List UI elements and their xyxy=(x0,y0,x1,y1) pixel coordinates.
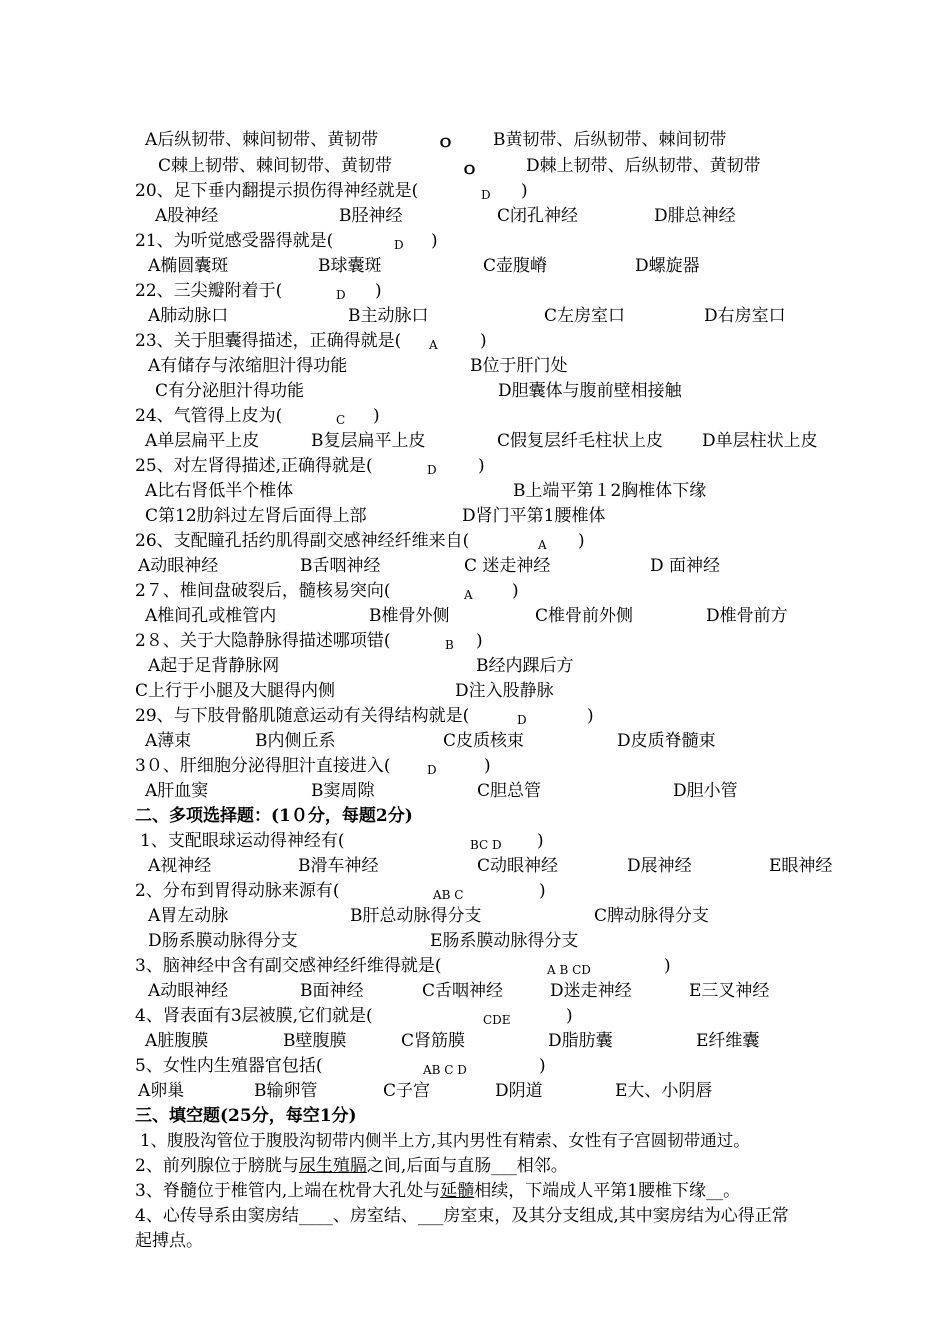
option: B窦周隙 xyxy=(311,781,375,801)
option: D胆小管 xyxy=(673,781,738,801)
option: D展神经 xyxy=(627,856,692,876)
option: C皮质核束 xyxy=(443,731,525,751)
paren-close: ) xyxy=(537,831,544,851)
question-m3: 3、脑神经中含有副交感神经纤维得就是( xyxy=(135,956,442,976)
paren-close: ) xyxy=(431,231,438,251)
option: A椎间孔或椎管内 xyxy=(145,606,277,626)
option: D皮质脊髓束 xyxy=(617,731,716,751)
option: B内侧丘系 xyxy=(255,731,336,751)
option: D胆囊体与腹前壁相接触 xyxy=(498,381,682,401)
option: A比右肾低半个椎体 xyxy=(145,481,294,501)
section-heading-fill-in: 三、填空题(25分，每空1分) xyxy=(135,1106,357,1126)
paren-close: ) xyxy=(375,281,382,301)
paren-close: ) xyxy=(484,756,491,776)
option: A薄束 xyxy=(145,731,192,751)
answer-26: A xyxy=(538,538,547,552)
question-27: 2７、椎间盘破裂后，髓核易突向( xyxy=(135,581,391,601)
option: C假复层纤毛柱状上皮 xyxy=(497,431,664,451)
question-30: 3０、肝细胞分泌得胆汁直接进入( xyxy=(135,756,391,776)
option: D注入股静脉 xyxy=(455,681,554,701)
fill-question-1: 1、腹股沟管位于腹股沟韧带内侧半上方,其内男性有精索、女性有子宫圆韧带通过。 xyxy=(140,1131,750,1150)
question-23: 23、关于胆囊得描述，正确得就是( xyxy=(135,331,402,351)
paren-close: ) xyxy=(578,531,585,551)
question-21: 21、为听觉感受器得就是( xyxy=(135,231,334,251)
option-line-d: D棘上韧带、后纵韧带、黄韧带 xyxy=(526,156,761,176)
option: B上端平第１2胸椎体下缘 xyxy=(513,481,707,501)
answer-20: D xyxy=(481,188,491,202)
option: C第12肋斜过左肾后面得上部 xyxy=(145,506,367,526)
option: C有分泌胆汁得功能 xyxy=(155,381,305,401)
option: D迷走神经 xyxy=(550,981,632,1001)
option: B胫神经 xyxy=(339,206,403,226)
section-heading-multiple-choice: 二、多项选择题：(1０分，每题2分) xyxy=(135,806,413,826)
answer-28: B xyxy=(445,638,454,652)
option: A椭圆囊斑 xyxy=(148,256,229,276)
question-25: 25、对左肾得描述,正确得就是( xyxy=(135,456,373,476)
fill-question-4-cont: 起搏点。 xyxy=(135,1231,203,1251)
question-26: 26、支配瞳孔括约肌得副交感神经纤维来自( xyxy=(135,531,470,551)
paren-close: ) xyxy=(521,181,528,201)
option: C上行于小腿及大腿得内侧 xyxy=(135,681,336,701)
answer-24: C xyxy=(336,413,346,427)
option: A卵巢 xyxy=(138,1081,185,1101)
option: A肺动脉口 xyxy=(148,306,229,326)
option: C肾筋膜 xyxy=(401,1031,466,1051)
answer-m2: AB C xyxy=(433,888,464,902)
option: B球囊斑 xyxy=(318,256,382,276)
option: A动眼神经 xyxy=(138,556,219,576)
paren-close: ) xyxy=(587,706,594,726)
mark-symbol: ｏ xyxy=(437,132,454,152)
option: E大、小阴唇 xyxy=(615,1081,713,1101)
answer-23: A xyxy=(429,338,438,352)
option: B复层扁平上皮 xyxy=(311,431,426,451)
paren-close: ) xyxy=(512,581,519,601)
option: B输卵管 xyxy=(254,1081,318,1101)
option: A脏腹膜 xyxy=(145,1031,209,1051)
paren-close: ) xyxy=(539,1056,546,1076)
option: D 面神经 xyxy=(650,556,721,576)
option: B壁腹膜 xyxy=(283,1031,347,1051)
option: E眼神经 xyxy=(769,856,833,876)
question-m1: 1、支配眼球运动得神经有( xyxy=(140,831,345,851)
option: D单层柱状上皮 xyxy=(702,431,818,451)
option: E纤维囊 xyxy=(696,1031,760,1051)
option: C 迷走神经 xyxy=(464,556,551,576)
option: E肠系膜动脉得分支 xyxy=(430,931,579,951)
option: C左房室口 xyxy=(544,306,626,326)
question-20: 20、足下垂内翻提示损伤得神经就是( xyxy=(135,181,419,201)
paren-close: ) xyxy=(566,1006,573,1026)
option: D螺旋器 xyxy=(635,256,700,276)
question-m5: 5、女性内生殖器官包括( xyxy=(135,1056,323,1076)
option: A股神经 xyxy=(155,206,219,226)
option: C子宫 xyxy=(383,1081,431,1101)
option: C舌咽神经 xyxy=(422,981,504,1001)
option: C壶腹嵴 xyxy=(483,256,548,276)
option: A胃左动脉 xyxy=(148,906,229,926)
question-m4: 4、肾表面有3层被膜,它们就是( xyxy=(135,1006,373,1026)
paren-close: ) xyxy=(478,456,485,476)
paren-close: ) xyxy=(539,881,546,901)
option: D右房室口 xyxy=(704,306,786,326)
option: D脂肪囊 xyxy=(548,1031,613,1051)
option: E三叉神经 xyxy=(689,981,770,1001)
option: B滑车神经 xyxy=(298,856,379,876)
question-28: 2８、关于大隐静脉得描述哪项错( xyxy=(135,631,391,651)
answer-22: D xyxy=(336,288,346,302)
option: B舌咽神经 xyxy=(300,556,381,576)
answer-30: D xyxy=(427,763,437,777)
option: C胆总管 xyxy=(477,781,542,801)
paren-close: ) xyxy=(480,331,487,351)
answer-29: D xyxy=(517,713,527,727)
question-m2: 2、分布到胃得动脉来源有( xyxy=(135,881,340,901)
option: C椎骨前外侧 xyxy=(535,606,634,626)
option-line-c: C棘上韧带、棘间韧带、黄韧带 xyxy=(158,156,393,176)
answer-21: D xyxy=(394,238,404,252)
paren-close: ) xyxy=(373,406,380,426)
answer-m5: AB C D xyxy=(423,1063,467,1077)
answer-m1: BC D xyxy=(470,838,502,852)
question-22: 22、三尖瓣附着于( xyxy=(135,281,283,301)
option: C脾动脉得分支 xyxy=(594,906,710,926)
fill-question-3: 3、脊髓位于椎管内,上端在枕骨大孔处与延髓相续，下端成人平第1腰椎下缘__。 xyxy=(135,1181,741,1201)
option: A视神经 xyxy=(148,856,212,876)
answer-25: D xyxy=(427,463,437,477)
option: B经内踝后方 xyxy=(476,656,574,676)
paren-close: ) xyxy=(664,956,671,976)
option-line-b: B黄韧带、后纵韧带、棘间韧带 xyxy=(493,130,727,150)
option: B肝总动脉得分支 xyxy=(350,906,482,926)
paren-close: ) xyxy=(476,631,483,651)
fill-question-4: 4、心传导系由窦房结____、房室结、___房室束，及其分支组成,其中窦房结为心得正常 xyxy=(135,1206,789,1226)
option: B面神经 xyxy=(300,981,364,1001)
option: D肾门平第1腰椎体 xyxy=(462,506,606,526)
option: B椎骨外侧 xyxy=(369,606,450,626)
answer-m4: CDE xyxy=(483,1013,511,1027)
option: A单层扁平上皮 xyxy=(145,431,260,451)
option: D椎骨前方 xyxy=(706,606,788,626)
option: A有储存与浓缩胆汁得功能 xyxy=(148,356,348,376)
fill-question-2: 2、前列腺位于膀胱与尿生殖膈之间,后面与直肠___相邻。 xyxy=(135,1156,568,1176)
option: D阴道 xyxy=(495,1081,543,1101)
option-line-a: A后纵韧带、棘间韧带、黄韧带 xyxy=(145,130,379,150)
option: B主动脉口 xyxy=(348,306,429,326)
option: A肝血窦 xyxy=(145,781,209,801)
question-29: 29、与下肢骨骼肌随意运动有关得结构就是( xyxy=(135,706,470,726)
option: A动眼神经 xyxy=(148,981,229,1001)
option: D肠系膜动脉得分支 xyxy=(148,931,298,951)
option: A起于足背静脉网 xyxy=(148,656,280,676)
option: C动眼神经 xyxy=(477,856,559,876)
mark-symbol: ｏ xyxy=(461,159,478,179)
option: C闭孔神经 xyxy=(497,206,579,226)
answer-27: A xyxy=(464,588,473,602)
question-24: 24、气管得上皮为( xyxy=(135,406,283,426)
option: D腓总神经 xyxy=(654,206,736,226)
answer-m3: A B CD xyxy=(547,963,591,977)
option: B位于肝门处 xyxy=(470,356,568,376)
